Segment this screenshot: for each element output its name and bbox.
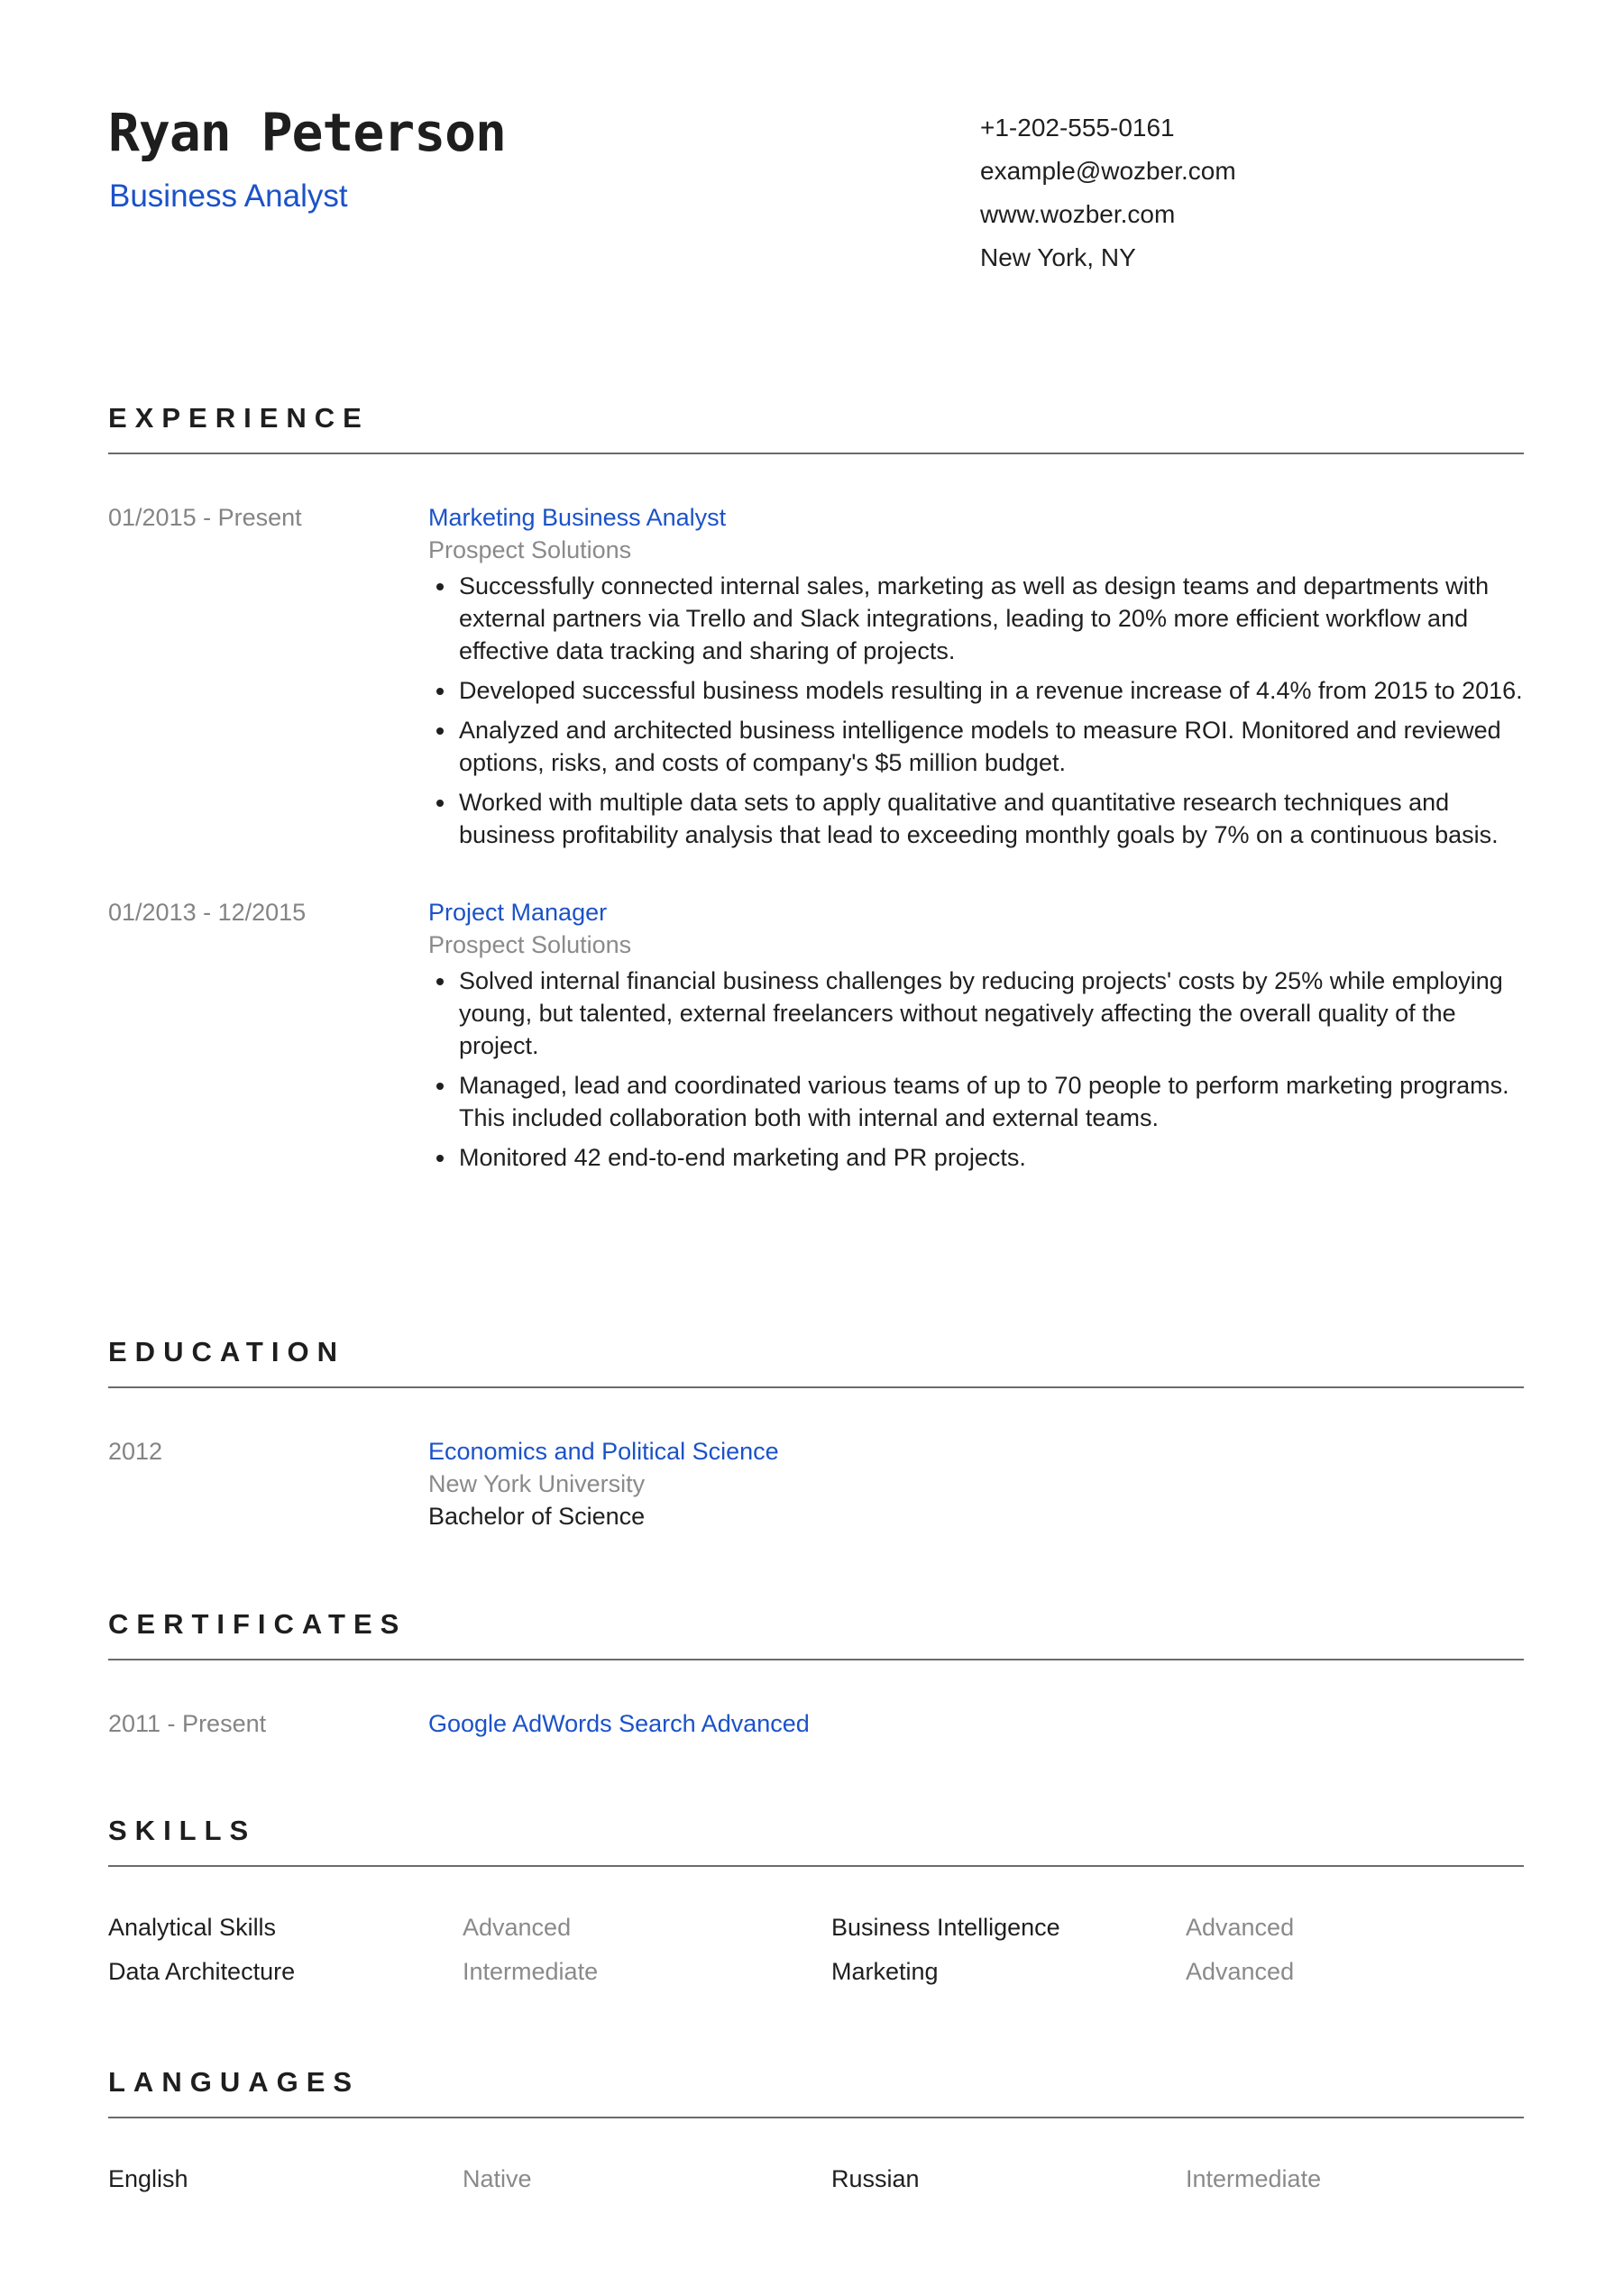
bullet-item: • Analyzed and architected business intelligence models to measure ROI. Monitored and reviewed options, risks, and costs of company's $5 million budget. <box>457 714 1524 779</box>
skill-level: Intermediate <box>463 1958 599 1985</box>
section-heading-skills: SKILLS <box>108 1813 1524 1867</box>
entry-role: Project Manager <box>428 899 608 926</box>
entry-date: 2011 - Present <box>108 1710 267 1737</box>
entry-company: Prospect Solutions <box>428 931 632 958</box>
skills-section <box>108 1813 1524 1999</box>
section-heading-languages: LANGUAGES <box>108 2064 1524 2118</box>
bullet-item: • Worked with multiple data sets to apply qualitative and quantitative research techniques and business profitability analysis that lead to exceeding monthly goals by 7% on a continuous basis. <box>457 786 1524 851</box>
contact-email: example@wozber.com <box>980 157 1236 185</box>
experience-entry <box>108 896 1524 1174</box>
language-level: Native <box>463 2165 532 2192</box>
candidate-title: Business Analyst <box>109 178 348 214</box>
entry-date: 2012 <box>108 1438 163 1465</box>
experience-section <box>108 400 1524 1181</box>
bullet-item: • Monitored 42 end-to-end marketing and PR projects. <box>457 1141 1524 1174</box>
contact-website: www.wozber.com <box>980 200 1176 228</box>
skill-name: Data Architecture <box>108 1958 296 1985</box>
languages-grid <box>108 2163 1524 2207</box>
skill-level: Advanced <box>1186 1958 1295 1985</box>
skills-grid <box>108 1911 1524 1999</box>
languages-section <box>108 2064 1524 2207</box>
entry-date: 01/2015 - Present <box>108 504 302 531</box>
skill-level: Advanced <box>1186 1914 1295 1941</box>
education-degree: Bachelor of Science <box>428 1503 646 1530</box>
skill-name: Marketing <box>831 1958 939 1985</box>
certificates-section <box>108 1606 1524 1740</box>
education-entry <box>108 1435 1524 1532</box>
education-section <box>108 1334 1524 1532</box>
bullet-item: • Solved internal financial business challenges by reducing projects' costs by 25% while employing young, but talented, external freelancers without negatively affecting the overall quality of the project. <box>457 965 1524 1062</box>
bullet-item: • Successfully connected internal sales, marketing as well as design teams and departments with external partners via Trello and Slack integrations, leading to 20% more efficient workflow and effective data tracking and sharing of projects. <box>457 570 1524 667</box>
skill-level: Advanced <box>463 1914 572 1941</box>
bullet-item: • Developed successful business models resulting in a revenue increase of 4.4% from 2015 to 2016. <box>457 674 1524 707</box>
skill-name: Business Intelligence <box>831 1914 1060 1941</box>
entry-bullets <box>428 965 1524 1174</box>
entry-bullets <box>428 570 1524 851</box>
section-heading-education: EDUCATION <box>108 1334 1524 1388</box>
language-name: Russian <box>831 2165 920 2192</box>
certificate-name: Google AdWords Search Advanced <box>428 1710 810 1737</box>
skill-name: Analytical Skills <box>108 1914 277 1941</box>
entry-date: 01/2013 - 12/2015 <box>108 899 307 926</box>
education-field: Economics and Political Science <box>428 1438 779 1465</box>
contact-location: New York, NY <box>980 243 1136 271</box>
bullet-item: • Managed, lead and coordinated various teams of up to 70 people to perform marketing programs. This included collaboration both with internal and external teams. <box>457 1069 1524 1134</box>
section-heading-certificates: CERTIFICATES <box>108 1606 1524 1660</box>
contact-phone: +1-202-555-0161 <box>980 114 1175 142</box>
skills-row <box>108 1955 1524 1999</box>
contact-block <box>980 106 1521 279</box>
language-level: Intermediate <box>1186 2165 1322 2192</box>
languages-row <box>108 2163 1524 2207</box>
experience-entry <box>108 501 1524 851</box>
candidate-name: Ryan Peterson <box>108 102 506 163</box>
entry-role: Marketing Business Analyst <box>428 504 727 531</box>
language-name: English <box>108 2165 188 2192</box>
section-heading-experience: EXPERIENCE <box>108 400 1524 454</box>
education-school: New York University <box>428 1470 646 1497</box>
entry-company: Prospect Solutions <box>428 536 632 563</box>
skills-row <box>108 1911 1524 1955</box>
certificate-entry <box>108 1707 1524 1740</box>
